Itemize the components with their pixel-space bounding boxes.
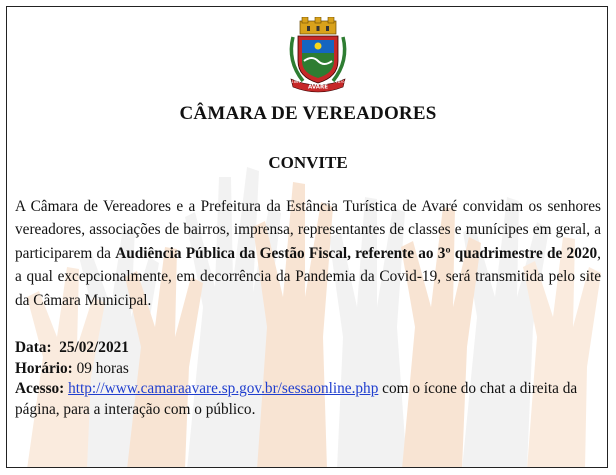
time-label: Horário: [15,359,73,377]
crest-year-right: 1870 [335,80,345,84]
page-title: CÂMARA DE VEREADORES [179,103,437,124]
date-value: 25/02/2021 [59,339,129,356]
access-row [15,379,605,420]
avare-coat-of-arms [285,17,351,93]
paragraph-text-start: A Câmara de Vereadores e a Prefeitura da Estância Turística de Avaré convidam os senhores vereadores, associações de bairros, imprensa, representantes de classes e munícipes em geral, a participarem da [15,198,601,262]
date-row [15,338,605,359]
invitation-frame [6,6,608,468]
crest-banner-text: AVARÉ [307,84,329,91]
paragraph-text-end: , a qual excepcionalmente, em decorrência da Pandemia da Covid-19, será transmitida pelo site da Câmara Municipal. [15,244,601,309]
date-label: Data: [15,339,52,356]
event-details [15,338,605,420]
time-value: 09 horas [76,359,129,377]
crest-year-left: 1861 [291,80,301,84]
access-link[interactable]: http://www.camaraavare.sp.gov.br/sessaonline.php [68,380,379,397]
paragraph-highlight: Audiência Pública da Gestão Fiscal, referente ao 3º quadrimestre de 2020 [115,244,598,262]
time-row [15,359,605,380]
access-label: Acesso: [15,380,65,397]
invitation-paragraph [15,195,601,312]
access-suffix: com o ícone do chat a direita da página, para a interação com o público. [15,380,578,418]
invitation-heading: CONVITE [268,153,348,172]
